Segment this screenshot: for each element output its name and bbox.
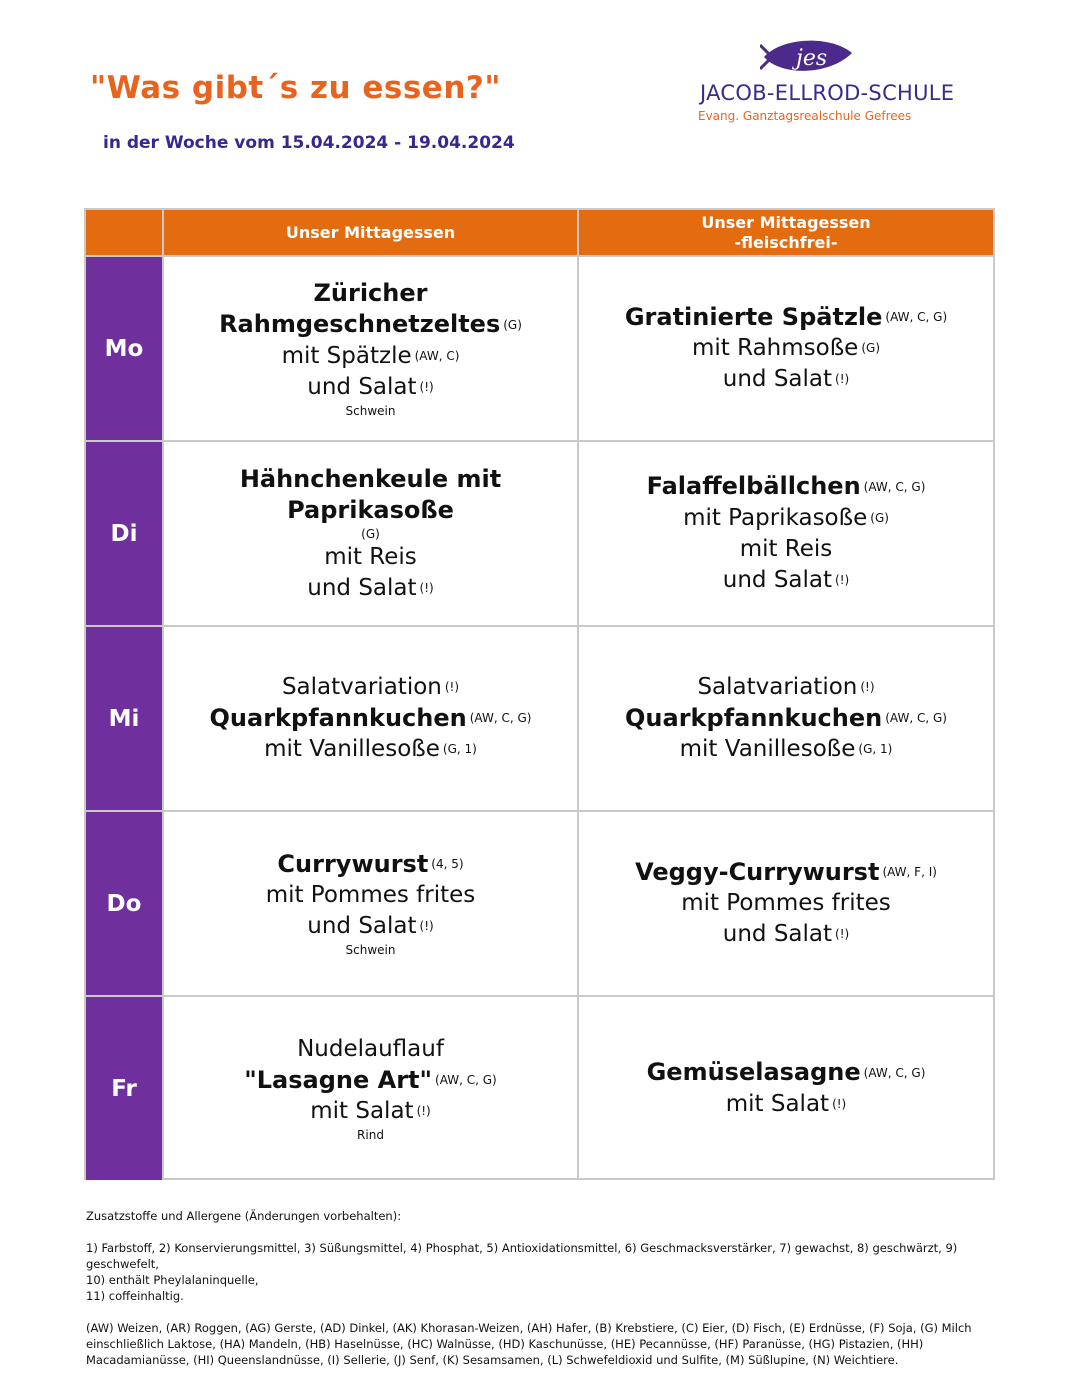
header-vegetarian-label: Unser Mittagessen [701, 212, 871, 232]
school-name: JACOB-ELLROD-SCHULE [700, 81, 955, 105]
allergen-tag: (!) [860, 679, 875, 694]
dish-line: und Salat [307, 373, 417, 400]
row-wednesday [86, 625, 993, 810]
row-thursday [86, 810, 993, 995]
allergens-list: (AW) Weizen, (AR) Roggen, (AG) Gerste, (AD) Dinkel, (AK) Khorasan-Weizen, (AH) Hafer, (B) Krebstiere, (C) Eier, (D) Fisch, (E) Erdnüsse, (F) Soja, (G) Milch einschließlich Laktose, (HA) Mandeln, (HB) Haselnüsse, (HC) Walnüsse, (HD) Kaschunüsse, (HE) Pecannüsse, (HF) Paranüsse, (HG) Pistazien, (HH) Macadamianüsse, (HI) Queenslandnüsse, (I) Sellerie, (J) Senf, (K) Sesamsamen, (L) Schwefeldioxid und Sulfite, (M) Süßlupine, (N) Weichtiere. [86, 1321, 972, 1367]
vegetarian-dish [579, 442, 993, 625]
dish-line: mit Salat [725, 1090, 830, 1117]
header-day-cell [86, 210, 164, 255]
dish-line: Quarkpfannkuchen [625, 703, 883, 732]
allergen-tag: (!) [416, 1104, 431, 1119]
day-label: Mo [86, 257, 164, 440]
notes-heading: Zusatzstoffe und Allergene (Änderungen vorbehalten): [86, 1209, 402, 1223]
dish-line: Gemüselasagne [646, 1058, 861, 1087]
allergen-tag: (G) [861, 341, 881, 356]
allergen-tag: (G) [870, 510, 889, 525]
allergen-tag: (!) [419, 580, 434, 595]
header-regular-label: Unser Mittagessen [285, 222, 456, 242]
header-regular [164, 210, 579, 255]
additives-line: 11) coffeinhaltig. [86, 1289, 184, 1303]
additives-line: 1) Farbstoff, 2) Konservierungsmittel, 3) Süßungsmittel, 4) Phosphat, 5) Antioxidationsmittel, 6) Geschmacksverstärker, 7) gewachst, 8) geschwärzt, 9) geschwefelt, [86, 1241, 958, 1271]
dish-line: mit Pommes frites [265, 882, 476, 909]
week-range: in der Woche vom 15.04.2024 - 19.04.2024 [103, 133, 515, 153]
dish-line: und Salat [722, 921, 833, 948]
allergen-tag: (!) [835, 572, 850, 587]
dish-line: mit Pommes frites [681, 890, 891, 917]
allergen-tag: (AW, C, G) [885, 711, 947, 726]
allergen-tag: (!) [835, 927, 850, 942]
dish-line: Veggy-Currywurst [635, 857, 880, 886]
dish-line: mit Spätzle [281, 342, 412, 369]
allergen-tag: (G) [503, 317, 522, 332]
dish-line: und Salat [307, 913, 417, 940]
dish-line: Quarkpfannkuchen [209, 703, 467, 732]
allergen-tag: (G, 1) [858, 742, 893, 757]
row-friday [86, 995, 993, 1180]
dish-line: mit Paprikasoße [683, 504, 868, 531]
dish-line: "Lasagne Art" [244, 1065, 433, 1094]
logo-mark-text: jes [796, 46, 828, 71]
vegetarian-dish [579, 997, 993, 1180]
row-tuesday [86, 440, 993, 625]
header-vegetarian-sub: -fleischfrei- [734, 232, 838, 252]
meat-note: Rind [357, 1128, 384, 1143]
allergen-tag: (!) [419, 379, 434, 394]
allergen-tag: (4, 5) [431, 857, 464, 872]
allergen-tag: (AW, C, G) [885, 310, 948, 325]
dish-line: mit Reis [324, 543, 417, 570]
regular-dish [164, 812, 579, 995]
allergen-tag: (G) [361, 526, 380, 541]
dish-line: Gratinierte Spätzle [624, 302, 883, 331]
school-subtitle: Evang. Ganztagsrealschule Gefrees [698, 109, 912, 123]
regular-dish [164, 997, 579, 1180]
dish-line: mit Vanillesoße [264, 736, 440, 763]
dish-line: Hähnchenkeule mit Paprikasoße [239, 464, 502, 524]
vegetarian-dish [579, 257, 993, 440]
meat-note: Schwein [345, 943, 396, 958]
dish-line: mit Rahmsoße [691, 335, 859, 362]
row-monday [86, 255, 993, 440]
dish-line: mit Vanillesoße [679, 736, 856, 763]
allergen-tag: (AW, C, G) [863, 479, 926, 494]
day-label: Mi [86, 627, 164, 810]
allergen-tag: (!) [444, 679, 460, 694]
dish-line: und Salat [307, 574, 417, 601]
vegetarian-dish [579, 627, 993, 810]
dish-line: Salatvariation [281, 673, 442, 700]
allergen-tag: (!) [419, 919, 434, 934]
allergen-tag: (AW, C, G) [863, 1065, 926, 1080]
allergen-tag: (!) [835, 372, 850, 387]
dish-line: Currywurst [277, 849, 429, 878]
allergen-tag: (G, 1) [442, 742, 477, 757]
school-logo [690, 35, 955, 130]
allergen-tag: (AW, F, I) [882, 865, 937, 880]
allergen-notes [86, 1208, 996, 1384]
day-label: Fr [86, 997, 164, 1180]
menu-table [84, 208, 995, 1180]
dish-line: mit Reis [739, 535, 833, 562]
dish-line: mit Salat [310, 1098, 414, 1125]
dish-line: Falaffelbällchen [646, 472, 861, 501]
dish-line: und Salat [722, 366, 833, 393]
regular-dish [164, 627, 579, 810]
allergen-tag: (AW, C) [414, 348, 460, 363]
meat-note: Schwein [345, 403, 396, 418]
page-title: "Was gibt´s zu essen?" [90, 70, 502, 106]
day-label: Do [86, 812, 164, 995]
day-label: Di [86, 442, 164, 625]
regular-dish [164, 257, 579, 440]
allergen-tag: (AW, C, G) [435, 1073, 497, 1088]
dish-line: Nudelauflauf [297, 1035, 444, 1062]
additives-line: 10) enthält Pheylalaninquelle, [86, 1273, 259, 1287]
allergen-tag: (!) [832, 1096, 847, 1111]
dish-line: und Salat [722, 566, 833, 593]
header-vegetarian [579, 210, 993, 255]
vegetarian-dish [579, 812, 993, 995]
fish-logo-icon [760, 35, 860, 79]
allergen-tag: (AW, C, G) [469, 711, 532, 726]
regular-dish [164, 442, 579, 625]
dish-line: Züricher Rahmgeschnetzeltes [219, 279, 501, 339]
dish-line: Salatvariation [697, 673, 858, 700]
